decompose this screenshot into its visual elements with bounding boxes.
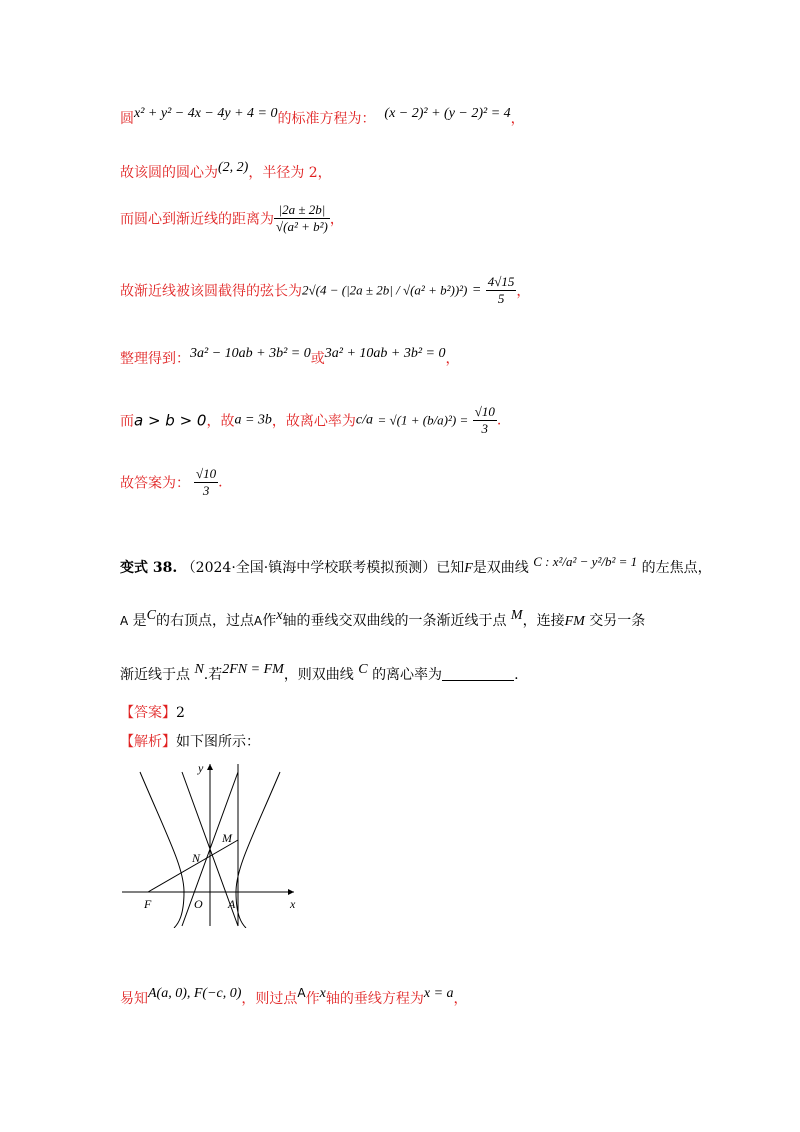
point-N: N xyxy=(194,662,204,677)
text: 渐近线于点 xyxy=(120,667,190,683)
label-O: O xyxy=(194,897,203,911)
text: ， xyxy=(453,991,468,1007)
hyperbola-equation: C : x²/a² − y²/b² = 1 xyxy=(533,554,638,569)
text: ，故 xyxy=(206,413,235,430)
point-M: M xyxy=(510,608,523,623)
text: 的右顶点，过点 xyxy=(156,613,255,629)
line-distance xyxy=(120,202,344,235)
fraction-denominator: 5 xyxy=(486,290,517,307)
hyperbola-figure xyxy=(118,758,308,928)
equals-sign: = xyxy=(471,282,482,298)
vector-equation: 2FN = FM xyxy=(222,662,284,677)
x-axis-symbol: x xyxy=(319,986,326,1001)
point-A: A xyxy=(297,986,306,1000)
fraction-numerator: 4√15 xyxy=(487,274,515,289)
point-A: A xyxy=(254,614,263,628)
fraction-numerator: √10 xyxy=(474,404,495,419)
answer-value: 2 xyxy=(176,705,185,721)
text: ， xyxy=(445,351,460,367)
text: 轴的垂线交双曲线的一条渐近线于点 xyxy=(282,613,507,629)
analysis-line xyxy=(120,731,260,751)
text: 的左焦点， xyxy=(641,560,712,576)
text: . xyxy=(514,667,519,683)
text: ，故离心率为 xyxy=(271,413,356,430)
line-simplify xyxy=(120,346,460,368)
text: 交另一条 xyxy=(589,613,646,629)
text: 故答案为： xyxy=(120,475,190,492)
problem-line-3 xyxy=(120,662,519,684)
line-perpendicular xyxy=(120,986,468,1008)
condition: a > b > 0 xyxy=(134,411,207,430)
line-answer-1 xyxy=(120,466,223,499)
distance-fraction xyxy=(274,202,330,235)
text: .若 xyxy=(203,667,223,683)
text: 的离心率为 xyxy=(372,667,443,683)
c-over-a: c/a xyxy=(355,412,374,428)
relation: a = 3b xyxy=(234,412,272,428)
label-x: x xyxy=(290,897,296,911)
line-eccentricity xyxy=(120,404,501,437)
analysis-text: 如下图所示： xyxy=(176,734,260,750)
problem-source: （2024·全国·镇海中学校联考模拟预测）已知 xyxy=(181,560,465,576)
text: . xyxy=(218,474,223,491)
answer-fraction xyxy=(194,466,218,499)
text: 圆 xyxy=(120,111,134,127)
circle-general-equation: x² + y² − 4x − 4y + 4 = 0 xyxy=(134,106,278,121)
equation-2: 3a² + 10ab + 3b² = 0 xyxy=(324,346,446,361)
equation-1: 3a² − 10ab + 3b² = 0 xyxy=(190,346,311,361)
answer-blank xyxy=(442,666,514,681)
segment-FM: FM xyxy=(564,614,585,629)
answer-line xyxy=(120,702,185,722)
text: ，则过点 xyxy=(241,991,298,1007)
analysis-label: 【解析】 xyxy=(120,734,176,750)
problem-line-1 xyxy=(120,554,712,577)
text: 而圆心到渐近线的距离为 xyxy=(120,211,274,228)
label-N: N xyxy=(192,851,201,865)
label-M: M xyxy=(222,831,232,845)
text: 作 xyxy=(305,991,320,1007)
segment-FM xyxy=(148,840,238,892)
text: 作 xyxy=(262,613,277,629)
eccentricity-expression: = √(1 + (b/a)²) = xyxy=(377,412,469,428)
vertical-line-equation: x = a xyxy=(423,986,454,1001)
answer-label: 【答案】 xyxy=(120,705,176,721)
text: ， xyxy=(329,211,344,228)
text: 易知 xyxy=(120,991,148,1007)
label-A: A xyxy=(228,897,236,911)
text: . xyxy=(496,412,502,429)
problem-line-2 xyxy=(120,608,645,630)
label-F: F xyxy=(144,897,152,911)
text: 的标准方程为： xyxy=(277,111,376,127)
fraction-denominator: 3 xyxy=(194,482,218,499)
problem-label: 变式 38. xyxy=(120,560,178,576)
circle-standard-equation: (x − 2)² + (y − 2)² = 4 xyxy=(384,106,511,121)
text: 轴的垂线方程为 xyxy=(325,991,424,1007)
text: 故该圆的圆心为 xyxy=(120,165,218,181)
point-F: F xyxy=(464,561,473,576)
points-A-F: A(a, 0), F(−c, 0) xyxy=(148,986,242,1001)
fraction-denominator: 3 xyxy=(473,420,497,437)
fraction-numerator: |2a ± 2b| xyxy=(278,202,326,217)
text: 故渐近线被该圆截得的弦长为 xyxy=(120,283,302,300)
text: ，半径为 2， xyxy=(248,165,332,181)
circle-center: (2, 2) xyxy=(218,160,249,175)
text: 而 xyxy=(120,413,134,430)
line-chord-length xyxy=(120,274,530,307)
text: ，则双曲线 xyxy=(283,667,354,683)
chord-fraction xyxy=(486,274,517,307)
text: ，连接 xyxy=(522,613,565,629)
text: 是 xyxy=(132,613,147,629)
text: 或 xyxy=(310,351,325,367)
text: 是双曲线 xyxy=(472,560,529,576)
label-y: y xyxy=(198,761,204,775)
x-axis-symbol: x xyxy=(276,608,283,623)
text: 整理得到： xyxy=(120,351,190,367)
text: ， xyxy=(510,111,525,127)
eccentricity-fraction xyxy=(473,404,497,437)
chord-expression: 2√(4 − (|2a ± 2b| / √(a² + b²))²) xyxy=(302,282,468,298)
point-A: A xyxy=(120,614,129,628)
curve-C: C xyxy=(358,662,368,677)
line-center-radius xyxy=(120,160,332,182)
hyperbola-right-branch xyxy=(236,772,280,928)
fraction-denominator: √(a² + b²) xyxy=(276,219,328,234)
fraction-numerator: √10 xyxy=(196,466,217,481)
line-standard-equation xyxy=(120,106,525,128)
curve-C: C xyxy=(146,608,157,623)
text: ， xyxy=(516,283,531,300)
